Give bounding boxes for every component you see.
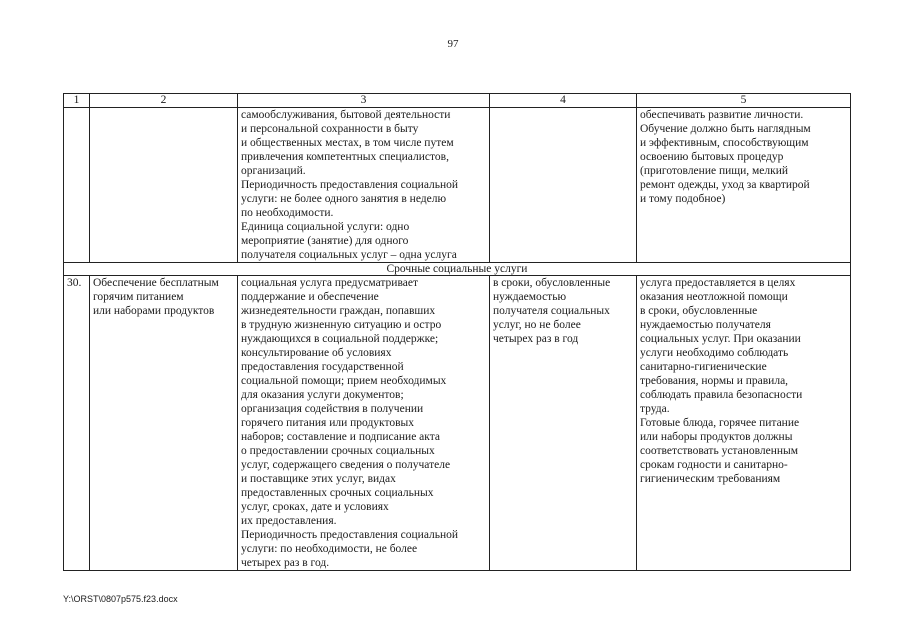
text-line: услуг, сроках, дате и условиях	[241, 501, 389, 513]
text-line: мероприятие (занятие) для одного	[241, 235, 409, 247]
continuation-quality-cell	[637, 108, 851, 263]
text-line: обеспечивать развитие личности.	[640, 109, 804, 121]
text-line: Периодичность предоставления социальной	[241, 529, 459, 541]
text-line: социальных услуг. При оказании	[640, 333, 801, 345]
text-line: ремонт одежды, уход за квартирой	[640, 179, 810, 191]
continuation-row	[64, 108, 851, 263]
text-line: привлечения компетентных специалистов,	[241, 151, 449, 163]
text-line: горячим питанием	[93, 291, 184, 303]
text-line: санитарно-гигиенические	[640, 361, 767, 373]
page-number: 97	[447, 38, 459, 50]
column-number-2: 2	[90, 94, 238, 108]
text-line: и общественных местах, в том числе путем	[241, 137, 454, 149]
service-quality-cell	[637, 276, 851, 571]
row-number: 30.	[64, 276, 90, 571]
document-path: Y:\ORST\0807p575.f23.docx	[63, 594, 178, 604]
text-line: в сроки, обусловленные	[640, 305, 758, 317]
text-line: наборов; составление и подписание акта	[241, 431, 440, 443]
column-number-4: 4	[490, 94, 637, 108]
text-line: Обучение должно быть наглядным	[640, 123, 811, 135]
column-number-5: 5	[637, 94, 851, 108]
text-line: или наборами продуктов	[93, 305, 215, 317]
text-line: самообслуживания, бытовой деятельности	[241, 109, 451, 121]
table-row-30	[64, 276, 851, 571]
text-line: нуждаемостью получателя	[640, 319, 771, 331]
service-name-cell	[90, 276, 238, 571]
text-line: гигиеническим требованиям	[640, 473, 781, 485]
text-line: нуждающихся в социальной поддержке;	[241, 333, 439, 345]
section-row	[64, 263, 851, 276]
text-line: Периодичность предоставления социальной	[241, 179, 459, 191]
text-line: освоению бытовых процедур	[640, 151, 784, 163]
text-line: (приготовление пищи, мелкий	[640, 165, 789, 177]
column-number-3: 3	[238, 94, 490, 108]
text-line: и персональной сохранности в быту	[241, 123, 419, 135]
text-line: четырех раз в год.	[241, 557, 330, 569]
services-table	[63, 93, 851, 571]
column-number-1: 1	[64, 94, 90, 108]
text-line: и эффективным, способствующим	[640, 137, 809, 149]
text-line: Единица социальной услуги: одно	[241, 221, 410, 233]
text-line: и поставщике этих услуг, видах	[241, 473, 396, 485]
text-line: услуг, но не более	[493, 319, 581, 331]
text-line: о предоставлении срочных социальных	[241, 445, 435, 457]
text-line: горячего питания или продуктовых	[241, 417, 415, 429]
text-line: труда.	[640, 403, 670, 415]
text-line: в сроки, обусловленные	[493, 277, 611, 289]
text-line: требования, нормы и правила,	[640, 375, 789, 387]
text-line: жизнедеятельности граждан, попавших	[241, 305, 436, 317]
text-line: оказания неотложной помощи	[640, 291, 788, 303]
text-line: соблюдать правила безопасности	[640, 389, 803, 401]
service-description-cell	[238, 276, 490, 571]
text-line: четырех раз в год	[493, 333, 579, 345]
text-line: организаций.	[241, 165, 306, 177]
text-line: социальная услуга предусматривает	[241, 277, 418, 289]
continuation-number-cell	[64, 108, 90, 263]
text-line: услуги необходимо соблюдать	[640, 347, 789, 359]
text-line: нуждаемостью	[493, 291, 567, 303]
text-line: предоставления государственной	[241, 361, 404, 373]
text-line: организация содействия в получении	[241, 403, 424, 415]
text-line: услуга предоставляется в целях	[640, 277, 796, 289]
text-line: услуг, содержащего сведения о получателе	[241, 459, 451, 471]
service-terms-cell	[490, 276, 637, 571]
text-line: поддержание и обеспечение	[241, 291, 379, 303]
text-line: консультирование об условиях	[241, 347, 392, 359]
text-line: социальной помощи; прием необходимых	[241, 375, 447, 387]
text-line: в трудную жизненную ситуацию и остро	[241, 319, 442, 331]
column-number-row	[64, 94, 851, 108]
text-line: и тому подобное)	[640, 193, 726, 205]
text-line: срокам годности и санитарно-	[640, 459, 788, 471]
text-line: Обеспечение бесплатным	[93, 277, 219, 289]
text-line: по необходимости.	[241, 207, 334, 219]
text-line: для оказания услуги документов;	[241, 389, 404, 401]
text-line: услуги: по необходимости, не более	[241, 543, 418, 555]
text-line: получателя социальных услуг – одна услуга	[241, 249, 457, 261]
text-line: получателя социальных	[493, 305, 610, 317]
text-line: услуги: не более одного занятия в неделю	[241, 193, 447, 205]
text-line: соответствовать установленным	[640, 445, 799, 457]
continuation-description-cell	[238, 108, 490, 263]
continuation-service-cell	[90, 108, 238, 263]
text-line: Готовые блюда, горячее питание	[640, 417, 800, 429]
section-title: Срочные социальные услуги	[64, 263, 851, 276]
text-line: или наборы продуктов должны	[640, 431, 793, 443]
continuation-terms-cell	[490, 108, 637, 263]
text-line: их предоставления.	[241, 515, 337, 527]
text-line: предоставленных срочных социальных	[241, 487, 434, 499]
